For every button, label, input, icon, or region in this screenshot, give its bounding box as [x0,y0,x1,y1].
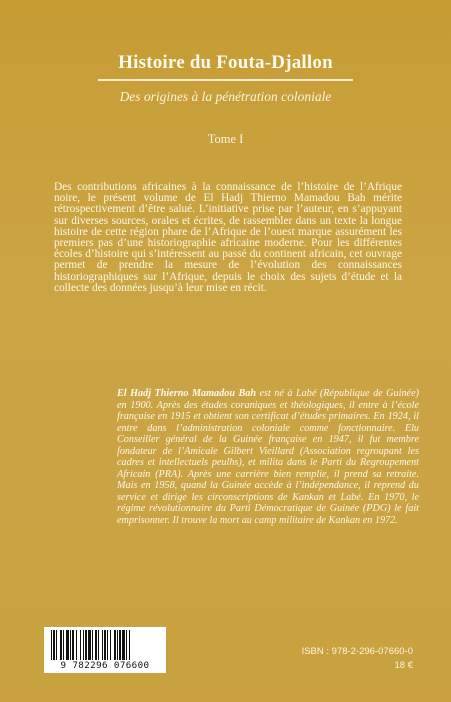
barcode-bar [66,630,69,660]
author-bio-text: est né à Labé (République de Guinée) en 1900. Après des études coraniques et théologiques, il entre à l’école française en 1915 et obtient son certificat d’études primaires. En 1924, il entre dans l’administration coloniale comme fonctionnaire. Elu Conseiller général de la Guinée française en 1947, il fut membre fondateur de l’Amicale Gilbert Vieillard (Association regroupant les cadres et intellectuels peulhs), et milita dans le Parti du Regroupement Africain (PRA). Après une carrière bien remplie, il prend sa retraite. Mais en 1958, quand la Guinée accède à l’indépendance, il reprend du service et dirige les circonscriptions de Kankan et Labé. En 1970, le régime révolutionnaire du Parti Démocratique de Guinée (PDG) le fait emprisonner. Il trouve la mort au camp militaire de Kankan en 1972. [117,388,419,526]
book-title: Histoire du Fouta-Djallon [118,52,333,73]
barcode-bar [126,630,127,660]
barcode-bar [107,630,108,660]
barcode-bar [95,630,97,660]
barcode-bar [98,630,99,660]
book-subtitle: Des origines à la pénétration coloniale [119,89,332,104]
barcode-bar [76,630,77,660]
barcode-bar [60,630,62,660]
author-bio [117,388,419,526]
barcode-bar [72,630,74,660]
barcode-bar [102,630,103,660]
barcode-bar [51,630,52,660]
barcode-bar [53,630,55,660]
barcode-bar [56,630,57,660]
barcode [44,627,166,673]
author-name: El Hadj Thierno Mamadou Bah [117,388,257,399]
barcode-bar [110,630,111,660]
barcode-bar [122,630,125,660]
barcode-bars [49,630,161,660]
barcode-bar [92,630,93,660]
barcode-bar [119,630,121,660]
barcode-bar [85,630,87,660]
barcode-bar [80,630,81,660]
blurb-paragraph: Des contributions africaines à la connaissance de l’histoire de l’Afrique noire, le présent volume de El Hadj Thierno Mamadou Bah mérite rétrospectivement d’être salué. L’initiative prise par l’auteur, en s’appuyant sur diverses sources, orales et écrites, de rassembler dans un texte la longue histoire de cette région phare de l’Afrique de l’ouest marque assurément les premiers pas d’une historiographie africaine moderne. Pour les différentes écoles d’histoire qui s’intéressent au passé du continent africain, cet ouvrage permet de prendre la mesure de l’évolution des connaissances historiographiques sur l’Afrique, depuis le choix des sujets d’étude et la collecte des données jusqu’à leur mise en récit. [54,181,402,294]
barcode-digits: 9 782296 076600 [60,660,150,671]
barcode-bar [129,630,130,660]
price-label: 18 € [394,660,413,671]
volume-label: Tome I [207,132,244,146]
isbn-number: ISBN : 978-2-296-07660-0 [301,646,413,657]
barcode-bar [114,630,116,660]
barcode-bar [104,630,106,660]
barcode-bar [70,630,71,660]
barcode-bar [117,630,118,660]
title-divider [98,79,353,81]
barcode-bar [83,630,84,660]
barcode-bar [63,630,64,660]
barcode-bar [88,630,91,660]
